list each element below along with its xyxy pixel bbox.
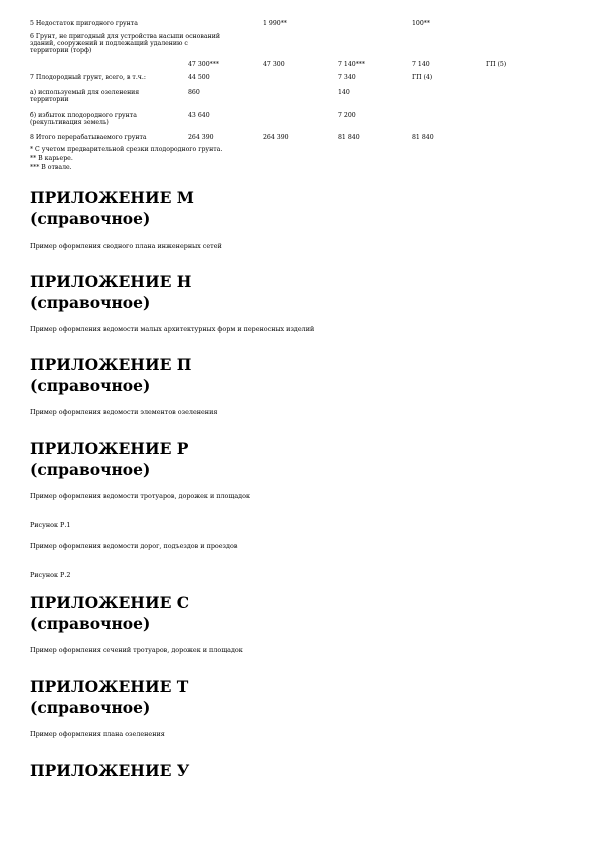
- footnote: ** В карьере.: [30, 155, 73, 162]
- footnote: * С учетом предварительной срезки плодородного грунта.: [30, 146, 223, 153]
- figure-caption: Рисунок Р.2: [30, 571, 71, 579]
- table-cell: 81 840: [338, 134, 360, 141]
- appendix-heading: ПРИЛОЖЕНИЕ У: [30, 761, 190, 780]
- table-cell: 81 840: [412, 134, 434, 141]
- table-cell: 47 300: [263, 61, 285, 68]
- table-cell: 43 640: [188, 112, 210, 119]
- table-cell: 140: [338, 89, 350, 96]
- table-row-label: б) избыток плодородного грунта (рекультивация земель): [30, 112, 137, 127]
- appendix-subheading: (справочное): [30, 698, 151, 717]
- appendix-description: Пример оформления сводного плана инженерных сетей: [30, 242, 222, 250]
- table-cell: 860: [188, 89, 200, 96]
- table-cell: 1 990**: [263, 20, 287, 27]
- appendix-description: Пример оформления плана озеленения: [30, 730, 165, 738]
- table-row-label: 7 Плодородный грунт, всего, в т.ч.:: [30, 74, 146, 81]
- table-cell: 7 340: [338, 74, 356, 81]
- appendix-heading: ПРИЛОЖЕНИЕ Т: [30, 677, 189, 696]
- appendix-heading: ПРИЛОЖЕНИЕ С: [30, 593, 190, 612]
- table-cell: 7 200: [338, 112, 356, 119]
- table-row-label: 6 Грунт, не пригодный для устройства насыпи оснований зданий, сооружений и подлежащий удалению с территории (торф): [30, 33, 220, 55]
- table-cell: 264 390: [263, 134, 289, 141]
- appendix-subheading: (справочное): [30, 293, 151, 312]
- table-row-label: 8 Итого перерабатываемого грунта: [30, 134, 147, 141]
- table-cell: 7 140***: [338, 61, 365, 68]
- table-cell: 264 390: [188, 134, 214, 141]
- appendix-subheading: (справочное): [30, 209, 151, 228]
- table-cell: 47 300***: [188, 61, 219, 68]
- table-cell: ГП (5): [486, 61, 507, 68]
- appendix-subheading: (справочное): [30, 376, 151, 395]
- table-cell: 100**: [412, 20, 430, 27]
- table-row-label: 5 Недостаток пригодного грунта: [30, 20, 138, 27]
- figure-caption: Рисунок Р.1: [30, 521, 71, 529]
- appendix-description: Пример оформления ведомости тротуаров, дорожек и площадок: [30, 492, 250, 500]
- appendix-heading: ПРИЛОЖЕНИЕ Р: [30, 439, 189, 458]
- table-cell: ГП (4): [412, 74, 433, 81]
- footnote: *** В отвале.: [30, 164, 72, 171]
- appendix-heading: ПРИЛОЖЕНИЕ П: [30, 355, 192, 374]
- appendix-description: Пример оформления сечений тротуаров, дорожек и площадок: [30, 646, 243, 654]
- appendix-subheading: (справочное): [30, 460, 151, 479]
- appendix-description: Пример оформления ведомости малых архитектурных форм и переносных изделий: [30, 325, 315, 333]
- appendix-heading: ПРИЛОЖЕНИЕ М: [30, 188, 194, 207]
- appendix-description: Пример оформления ведомости дорог, подъездов и проездов: [30, 542, 238, 550]
- appendix-description: Пример оформления ведомости элементов озеленения: [30, 408, 218, 416]
- appendix-heading: ПРИЛОЖЕНИЕ Н: [30, 272, 192, 291]
- table-cell: 7 140: [412, 61, 430, 68]
- table-cell: 44 500: [188, 74, 210, 81]
- appendix-subheading: (справочное): [30, 614, 151, 633]
- table-row-label: а) используемый для озеленения территории: [30, 89, 140, 104]
